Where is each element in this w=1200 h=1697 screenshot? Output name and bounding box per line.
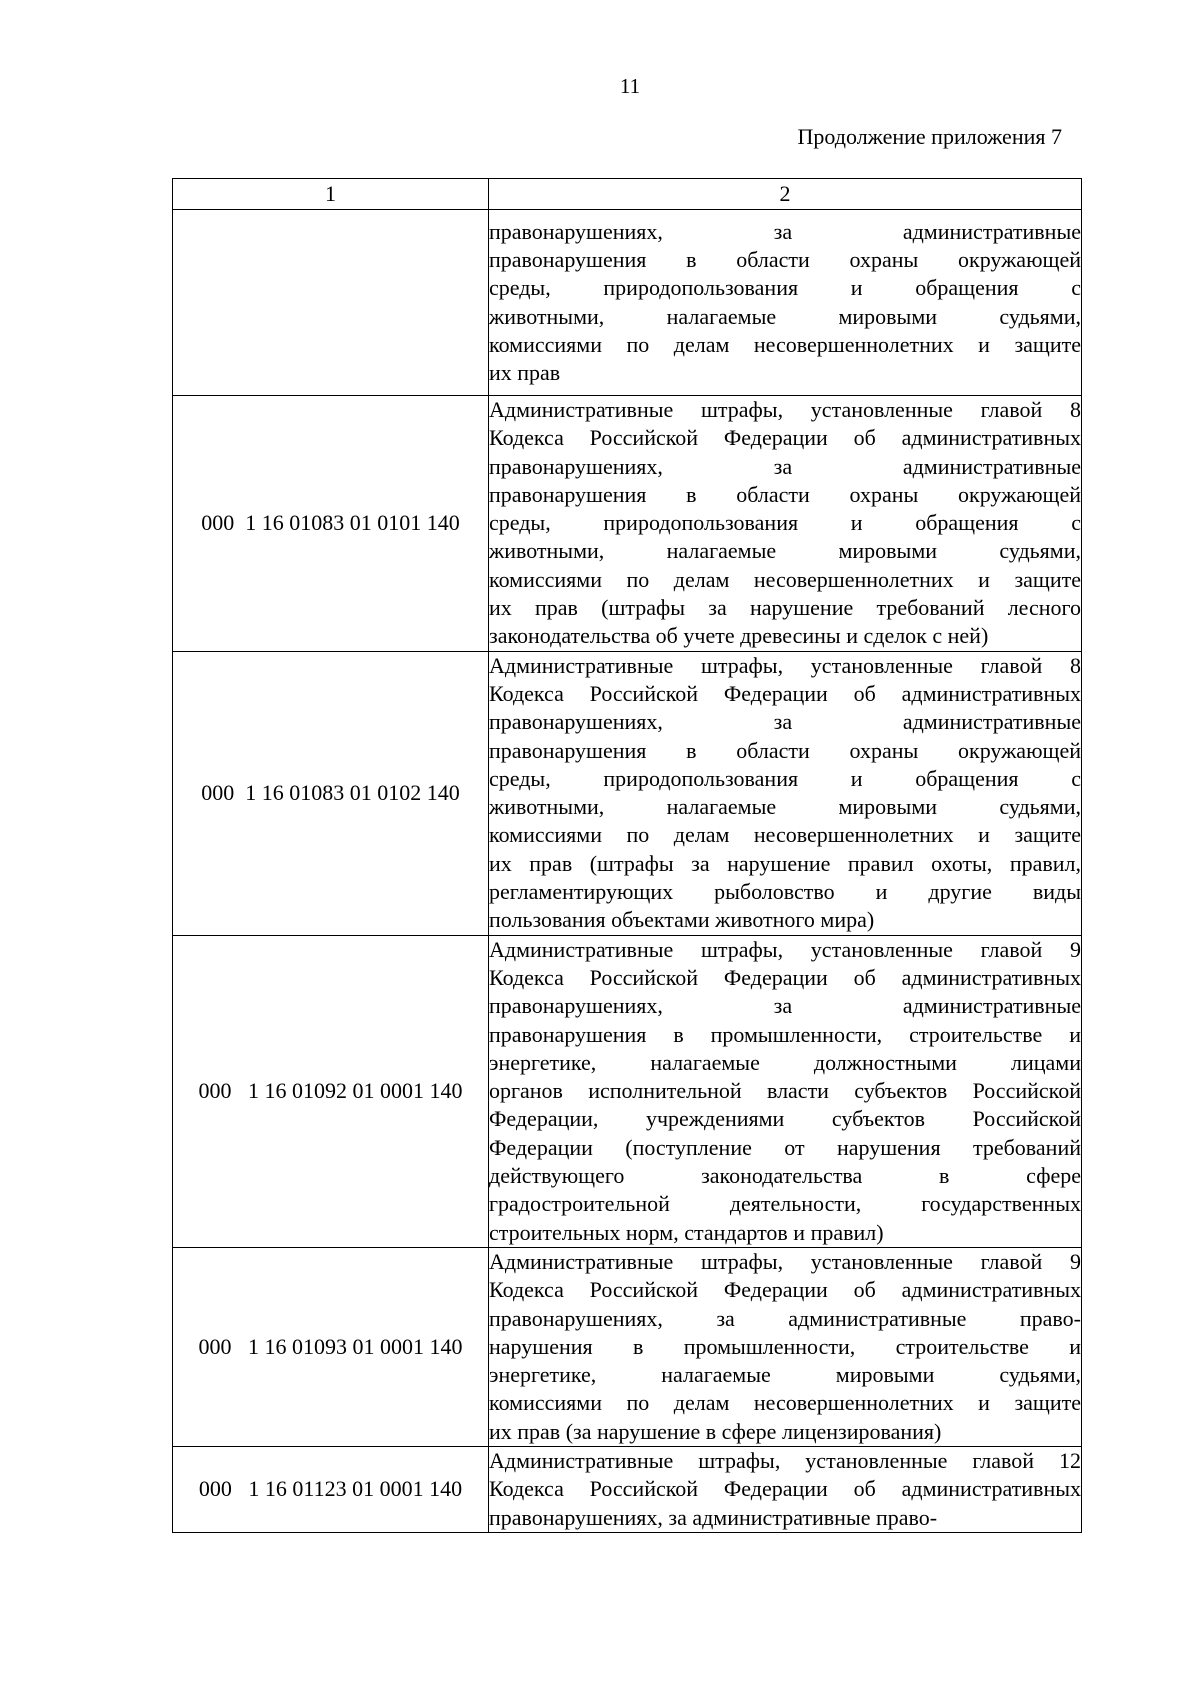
table-header-row [173, 179, 1082, 210]
description-line: Административные штрафы, установленные главой 12 [489, 1447, 1081, 1473]
table-row [173, 396, 1082, 652]
description-line: комиссиями по делам несовершеннолетних и защите [489, 822, 1081, 848]
description-line: правонарушения в промышленности, строительстве и [489, 1021, 1081, 1047]
table-row [173, 210, 1082, 396]
description-line: животными, налагаемые мировыми судьями, [489, 538, 1081, 564]
description-line: Кодекса Российской Федерации об административных [489, 680, 1081, 706]
description-cell [489, 1446, 1082, 1532]
table-row [173, 1446, 1082, 1532]
description-line: среды, природопользования и обращения с [489, 510, 1081, 536]
description-line: Федерации (поступление от нарушения требований [489, 1134, 1081, 1160]
description-cell [489, 1247, 1082, 1446]
budget-code-cell: 000 1 16 01093 01 0001 140 [173, 1247, 489, 1446]
description-line: животными, налагаемые мировыми судьями, [489, 303, 1081, 329]
page-number: 11 [619, 74, 641, 98]
description-line: среды, природопользования и обращения с [489, 765, 1081, 791]
description-line: пользования объектами животного мира) [489, 907, 875, 933]
description-line: энергетике, налагаемые должностными лицами [489, 1049, 1081, 1075]
description-line: их прав (штрафы за нарушение правил охоты, правил, [489, 850, 1081, 876]
description-line: правонарушениях, за административные право- [489, 1305, 1081, 1331]
budget-code-cell: 000 1 16 01083 01 0102 140 [173, 651, 489, 935]
description-line: правонарушениях, за административные [489, 709, 1081, 735]
column-header-2: 2 [489, 179, 1082, 210]
description-line: законодательства об учете древесины и сделок с ней) [489, 623, 989, 649]
description-line: градостроительной деятельности, государственных [489, 1191, 1081, 1217]
table-row [173, 651, 1082, 935]
description-line: регламентирующих рыболовство и другие виды [489, 879, 1081, 905]
description-line: Кодекса Российской Федерации об административных [489, 1476, 1081, 1502]
description-line: Административные штрафы, установленные главой 9 [489, 1248, 1081, 1274]
description-line: правонарушения в области охраны окружающей [489, 246, 1081, 272]
description-line: энергетике, налагаемые мировыми судьями, [489, 1362, 1081, 1388]
description-line: Федерации, учреждениями субъектов Российской [489, 1106, 1081, 1132]
budget-code-cell: 000 1 16 01083 01 0101 140 [173, 396, 489, 652]
description-line: Административные штрафы, установленные главой 9 [489, 936, 1081, 962]
description-line: Кодекса Российской Федерации об административных [489, 425, 1081, 451]
description-line: комиссиями по делам несовершеннолетних и защите [489, 566, 1081, 592]
table-row [173, 1247, 1082, 1446]
description-line: их прав (за нарушение в сфере лицензирования) [489, 1418, 942, 1444]
description-line: среды, природопользования и обращения с [489, 275, 1081, 301]
budget-code-cell: 000 1 16 01092 01 0001 140 [173, 935, 489, 1247]
budget-code-cell: 000 1 16 01123 01 0001 140 [173, 1446, 489, 1532]
column-header-1: 1 [173, 179, 489, 210]
description-cell [489, 396, 1082, 652]
description-line: правонарушения в области охраны окружающей [489, 481, 1081, 507]
fee-codes-table [172, 178, 1082, 1533]
table-row [173, 935, 1082, 1247]
description-line: животными, налагаемые мировыми судьями, [489, 794, 1081, 820]
description-line: строительных норм, стандартов и правил) [489, 1219, 884, 1245]
description-line: Административные штрафы, установленные главой 8 [489, 397, 1081, 422]
description-line: правонарушениях, за административные право- [489, 1504, 938, 1530]
budget-code-cell [173, 210, 489, 396]
description-cell [489, 210, 1082, 396]
description-line: комиссиями по делам несовершеннолетних и защите [489, 1390, 1081, 1416]
description-line: правонарушениях, за административные [489, 993, 1081, 1019]
description-line: действующего законодательства в сфере [489, 1163, 1081, 1189]
description-line: правонарушения в области охраны окружающей [489, 737, 1081, 763]
description-line: правонарушениях, за административные [489, 453, 1081, 479]
description-line: Административные штрафы, установленные главой 8 [489, 652, 1081, 678]
description-line: правонарушениях, за административные [489, 218, 1081, 244]
description-line: их прав [489, 360, 561, 386]
description-cell [489, 935, 1082, 1247]
description-line: Кодекса Российской Федерации об административных [489, 1277, 1081, 1303]
description-line: их прав (штрафы за нарушение требований лесного [489, 595, 1081, 621]
description-line: нарушения в промышленности, строительстве и [489, 1333, 1081, 1359]
description-line: Кодекса Российской Федерации об административных [489, 964, 1081, 990]
continuation-title: Продолжение приложения 7 [797, 124, 1062, 149]
description-line: органов исполнительной власти субъектов Российской [489, 1078, 1081, 1104]
description-cell [489, 651, 1082, 935]
description-line: комиссиями по делам несовершеннолетних и защите [489, 331, 1081, 357]
